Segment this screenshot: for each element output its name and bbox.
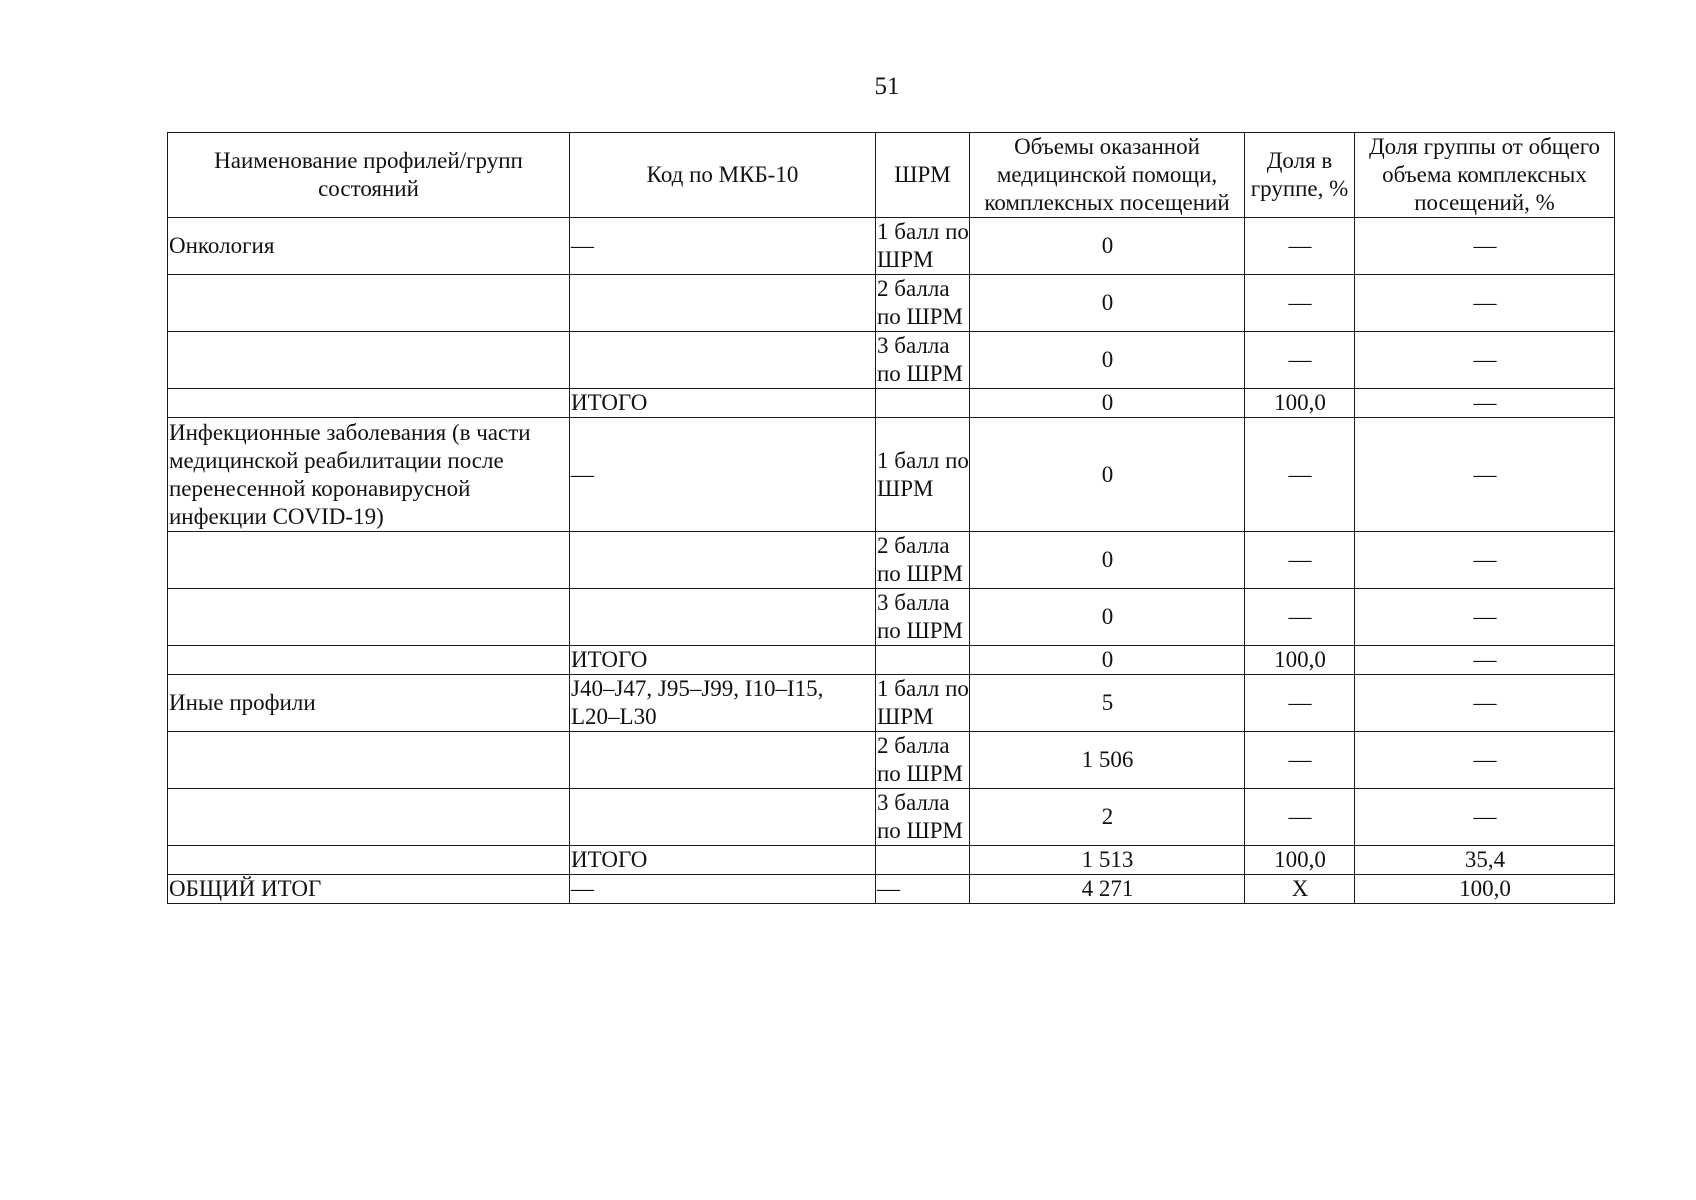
share-in-group-cell: — — [1245, 675, 1355, 732]
profile-name-cell — [168, 589, 570, 646]
volume-cell: 0 — [970, 532, 1245, 589]
icd-code-cell — [570, 732, 876, 789]
shrm-cell: — — [876, 875, 970, 904]
share-in-group-cell: Х — [1245, 875, 1355, 904]
shrm-cell: 2 балла по ШРМ — [876, 732, 970, 789]
profile-name-cell: Иные профили — [168, 675, 570, 732]
header-share-of-total: Доля группы от общего объема комплексных посещений, % — [1355, 133, 1615, 218]
profile-name-cell — [168, 389, 570, 418]
volume-cell: 1 513 — [970, 846, 1245, 875]
icd-code-cell — [570, 332, 876, 389]
shrm-cell: 1 балл по ШРМ — [876, 675, 970, 732]
header-icd-code: Код по МКБ-10 — [570, 133, 876, 218]
shrm-cell: 1 балл по ШРМ — [876, 218, 970, 275]
profile-name-cell: Онкология — [168, 218, 570, 275]
profile-name-cell — [168, 846, 570, 875]
table-row — [168, 389, 1615, 418]
table-row — [168, 875, 1615, 904]
profile-name-cell — [168, 532, 570, 589]
table-row — [168, 532, 1615, 589]
share-of-total-cell: — — [1355, 675, 1615, 732]
profile-name-cell: Инфекционные заболевания (в части медицинской реабилитации после перенесенной коронавирусной инфекции COVID-19) — [168, 418, 570, 532]
volume-cell: 4 271 — [970, 875, 1245, 904]
share-of-total-cell: 100,0 — [1355, 875, 1615, 904]
volume-cell: 0 — [970, 418, 1245, 532]
volume-cell: 2 — [970, 789, 1245, 846]
profile-name-cell — [168, 732, 570, 789]
shrm-cell: 2 балла по ШРМ — [876, 275, 970, 332]
shrm-cell: 2 балла по ШРМ — [876, 532, 970, 589]
table-row — [168, 675, 1615, 732]
volume-cell: 0 — [970, 589, 1245, 646]
profile-name-cell: ОБЩИЙ ИТОГ — [168, 875, 570, 904]
table-header-row — [168, 133, 1615, 218]
shrm-cell — [876, 389, 970, 418]
share-of-total-cell: — — [1355, 732, 1615, 789]
icd-code-cell — [570, 789, 876, 846]
shrm-cell — [876, 846, 970, 875]
table-row — [168, 589, 1615, 646]
shrm-cell: 3 балла по ШРМ — [876, 589, 970, 646]
icd-code-cell: — — [570, 875, 876, 904]
share-in-group-cell: — — [1245, 418, 1355, 532]
icd-code-cell — [570, 275, 876, 332]
shrm-cell: 3 балла по ШРМ — [876, 332, 970, 389]
share-in-group-cell: 100,0 — [1245, 389, 1355, 418]
share-in-group-cell: 100,0 — [1245, 646, 1355, 675]
header-shrm: ШРМ — [876, 133, 970, 218]
icd-code-cell: J40–J47, J95–J99, I10–I15, L20–L30 — [570, 675, 876, 732]
icd-code-cell — [570, 589, 876, 646]
share-of-total-cell: — — [1355, 418, 1615, 532]
volume-cell: 1 506 — [970, 732, 1245, 789]
header-profile-name: Наименование профилей/групп состояний — [168, 133, 570, 218]
share-of-total-cell: — — [1355, 789, 1615, 846]
share-in-group-cell: — — [1245, 532, 1355, 589]
icd-code-cell: ИТОГО — [570, 389, 876, 418]
share-in-group-cell: — — [1245, 275, 1355, 332]
share-of-total-cell: — — [1355, 646, 1615, 675]
profile-name-cell — [168, 332, 570, 389]
header-share-in-group: Доля в группе, % — [1245, 133, 1355, 218]
table-row — [168, 275, 1615, 332]
share-in-group-cell: — — [1245, 218, 1355, 275]
volume-cell: 0 — [970, 332, 1245, 389]
icd-code-cell: ИТОГО — [570, 646, 876, 675]
share-in-group-cell: — — [1245, 589, 1355, 646]
share-in-group-cell: — — [1245, 732, 1355, 789]
share-in-group-cell: — — [1245, 332, 1355, 389]
share-in-group-cell: 100,0 — [1245, 846, 1355, 875]
icd-code-cell — [570, 532, 876, 589]
table-row — [168, 789, 1615, 846]
icd-code-cell: — — [570, 418, 876, 532]
volume-cell: 0 — [970, 275, 1245, 332]
table-row — [168, 732, 1615, 789]
share-of-total-cell: — — [1355, 532, 1615, 589]
table-row — [168, 846, 1615, 875]
table-row — [168, 218, 1615, 275]
share-of-total-cell: 35,4 — [1355, 846, 1615, 875]
profile-name-cell — [168, 789, 570, 846]
icd-code-cell: ИТОГО — [570, 846, 876, 875]
header-volume: Объемы оказанной медицинской помощи, комплексных посещений — [970, 133, 1245, 218]
volume-cell: 0 — [970, 218, 1245, 275]
share-in-group-cell: — — [1245, 789, 1355, 846]
share-of-total-cell: — — [1355, 589, 1615, 646]
shrm-cell: 1 балл по ШРМ — [876, 418, 970, 532]
profile-name-cell — [168, 646, 570, 675]
shrm-cell: 3 балла по ШРМ — [876, 789, 970, 846]
shrm-cell — [876, 646, 970, 675]
share-of-total-cell: — — [1355, 275, 1615, 332]
share-of-total-cell: — — [1355, 389, 1615, 418]
table-row — [168, 332, 1615, 389]
share-of-total-cell: — — [1355, 218, 1615, 275]
share-of-total-cell: — — [1355, 332, 1615, 389]
volume-cell: 5 — [970, 675, 1245, 732]
table-body — [168, 218, 1615, 904]
table-row — [168, 418, 1615, 532]
volume-cell: 0 — [970, 646, 1245, 675]
page-number: 51 — [874, 73, 900, 100]
volumes-table — [167, 132, 1615, 904]
profile-name-cell — [168, 275, 570, 332]
icd-code-cell: — — [570, 218, 876, 275]
volume-cell: 0 — [970, 389, 1245, 418]
table-row — [168, 646, 1615, 675]
